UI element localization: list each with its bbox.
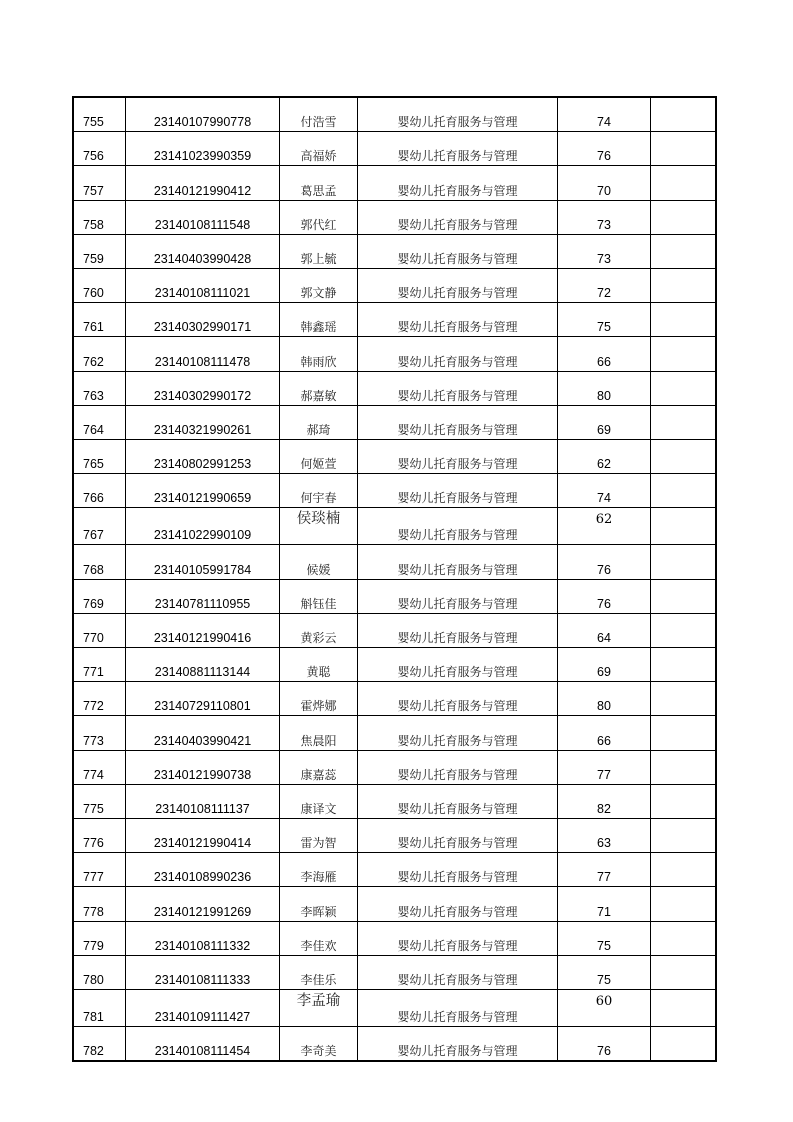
row-number-cell: 762 <box>73 337 126 371</box>
student-name-cell: 斛钰佳 <box>280 579 358 613</box>
student-name-cell: 李海雁 <box>280 853 358 887</box>
major-cell: 婴幼儿托育服务与管理 <box>358 200 558 234</box>
note-cell <box>651 750 717 784</box>
major-cell: 婴幼儿托育服务与管理 <box>358 648 558 682</box>
score-cell: 71 <box>558 887 651 921</box>
exam-id-cell: 23140107990778 <box>126 97 280 132</box>
table-row <box>73 166 716 200</box>
exam-id-cell: 23140121990414 <box>126 818 280 852</box>
score-table-body <box>73 97 716 1061</box>
row-number-cell: 772 <box>73 682 126 716</box>
major-cell: 婴幼儿托育服务与管理 <box>358 545 558 579</box>
student-name-cell: 韩雨欣 <box>280 337 358 371</box>
student-name-cell: 康嘉蕊 <box>280 750 358 784</box>
exam-id-cell: 23141023990359 <box>126 132 280 166</box>
score-cell: 82 <box>558 784 651 818</box>
table-row <box>73 716 716 750</box>
student-name-cell: 郝嘉敏 <box>280 371 358 405</box>
major-cell: 婴幼儿托育服务与管理 <box>358 97 558 132</box>
table-row <box>73 234 716 268</box>
student-name-cell: 黄彩云 <box>280 613 358 647</box>
table-row <box>73 545 716 579</box>
table-row <box>73 853 716 887</box>
row-number-cell: 768 <box>73 545 126 579</box>
major-cell: 婴幼儿托育服务与管理 <box>358 474 558 508</box>
note-cell <box>651 200 717 234</box>
score-cell: 75 <box>558 955 651 989</box>
row-number-cell: 767 <box>73 508 126 545</box>
row-number-cell: 771 <box>73 648 126 682</box>
student-name-cell: 郝琦 <box>280 405 358 439</box>
score-cell: 64 <box>558 613 651 647</box>
major-cell: 婴幼儿托育服务与管理 <box>358 166 558 200</box>
exam-id-cell: 23140108111021 <box>126 268 280 302</box>
note-cell <box>651 818 717 852</box>
table-row <box>73 371 716 405</box>
row-number-cell: 775 <box>73 784 126 818</box>
score-cell: 62 <box>558 508 651 545</box>
major-cell: 婴幼儿托育服务与管理 <box>358 853 558 887</box>
major-cell: 婴幼儿托育服务与管理 <box>358 1027 558 1062</box>
exam-id-cell: 23140802991253 <box>126 439 280 473</box>
student-name-cell: 康译文 <box>280 784 358 818</box>
major-cell: 婴幼儿托育服务与管理 <box>358 303 558 337</box>
row-number-cell: 777 <box>73 853 126 887</box>
note-cell <box>651 853 717 887</box>
exam-id-cell: 23140403990421 <box>126 716 280 750</box>
table-row <box>73 921 716 955</box>
score-cell: 76 <box>558 132 651 166</box>
row-number-cell: 766 <box>73 474 126 508</box>
note-cell <box>651 1027 717 1062</box>
score-cell: 80 <box>558 371 651 405</box>
exam-id-cell: 23141022990109 <box>126 508 280 545</box>
score-cell: 69 <box>558 405 651 439</box>
table-row <box>73 508 716 545</box>
row-number-cell: 763 <box>73 371 126 405</box>
student-name-cell: 李佳欢 <box>280 921 358 955</box>
exam-id-cell: 23140302990172 <box>126 371 280 405</box>
note-cell <box>651 682 717 716</box>
table-row <box>73 132 716 166</box>
exam-id-cell: 23140403990428 <box>126 234 280 268</box>
row-number-cell: 758 <box>73 200 126 234</box>
exam-id-cell: 23140121990738 <box>126 750 280 784</box>
major-cell: 婴幼儿托育服务与管理 <box>358 818 558 852</box>
row-number-cell: 770 <box>73 613 126 647</box>
row-number-cell: 779 <box>73 921 126 955</box>
major-cell: 婴幼儿托育服务与管理 <box>358 613 558 647</box>
table-row <box>73 784 716 818</box>
table-row <box>73 887 716 921</box>
score-cell: 73 <box>558 234 651 268</box>
score-cell: 76 <box>558 579 651 613</box>
major-cell: 婴幼儿托育服务与管理 <box>358 439 558 473</box>
note-cell <box>651 405 717 439</box>
exam-id-cell: 23140881113144 <box>126 648 280 682</box>
note-cell <box>651 508 717 545</box>
student-name-cell: 李佳乐 <box>280 955 358 989</box>
note-cell <box>651 97 717 132</box>
table-row <box>73 989 716 1026</box>
score-cell: 76 <box>558 1027 651 1062</box>
major-cell: 婴幼儿托育服务与管理 <box>358 750 558 784</box>
score-cell: 66 <box>558 337 651 371</box>
score-cell: 75 <box>558 921 651 955</box>
exam-id-cell: 23140108111478 <box>126 337 280 371</box>
student-name-cell: 雷为智 <box>280 818 358 852</box>
student-name-cell: 候媛 <box>280 545 358 579</box>
student-name-cell: 李晖颖 <box>280 887 358 921</box>
major-cell: 婴幼儿托育服务与管理 <box>358 887 558 921</box>
table-row <box>73 303 716 337</box>
student-name-cell: 郭上毓 <box>280 234 358 268</box>
exam-id-cell: 23140108990236 <box>126 853 280 887</box>
score-cell: 66 <box>558 716 651 750</box>
row-number-cell: 765 <box>73 439 126 473</box>
exam-id-cell: 23140121990659 <box>126 474 280 508</box>
note-cell <box>651 303 717 337</box>
major-cell: 婴幼儿托育服务与管理 <box>358 337 558 371</box>
major-cell: 婴幼儿托育服务与管理 <box>358 371 558 405</box>
note-cell <box>651 613 717 647</box>
note-cell <box>651 545 717 579</box>
row-number-cell: 774 <box>73 750 126 784</box>
note-cell <box>651 955 717 989</box>
exam-id-cell: 23140121990412 <box>126 166 280 200</box>
major-cell: 婴幼儿托育服务与管理 <box>358 508 558 545</box>
note-cell <box>651 887 717 921</box>
table-row <box>73 818 716 852</box>
student-name-cell: 韩鑫瑶 <box>280 303 358 337</box>
table-row <box>73 200 716 234</box>
exam-id-cell: 23140729110801 <box>126 682 280 716</box>
note-cell <box>651 784 717 818</box>
major-cell: 婴幼儿托育服务与管理 <box>358 989 558 1026</box>
exam-id-cell: 23140105991784 <box>126 545 280 579</box>
score-cell: 73 <box>558 200 651 234</box>
note-cell <box>651 166 717 200</box>
row-number-cell: 760 <box>73 268 126 302</box>
table-row <box>73 337 716 371</box>
major-cell: 婴幼儿托育服务与管理 <box>358 579 558 613</box>
note-cell <box>651 439 717 473</box>
table-row <box>73 750 716 784</box>
student-name-cell: 何姬萱 <box>280 439 358 473</box>
note-cell <box>651 648 717 682</box>
exam-id-cell: 23140109111427 <box>126 989 280 1026</box>
student-name-cell: 李孟瑜 <box>280 989 358 1026</box>
row-number-cell: 755 <box>73 97 126 132</box>
exam-id-cell: 23140121990416 <box>126 613 280 647</box>
major-cell: 婴幼儿托育服务与管理 <box>358 682 558 716</box>
score-cell: 72 <box>558 268 651 302</box>
row-number-cell: 759 <box>73 234 126 268</box>
student-name-cell: 葛思孟 <box>280 166 358 200</box>
student-name-cell: 侯琰楠 <box>280 508 358 545</box>
exam-id-cell: 23140108111454 <box>126 1027 280 1062</box>
table-row <box>73 682 716 716</box>
major-cell: 婴幼儿托育服务与管理 <box>358 784 558 818</box>
table-row <box>73 97 716 132</box>
exam-id-cell: 23140108111548 <box>126 200 280 234</box>
major-cell: 婴幼儿托育服务与管理 <box>358 132 558 166</box>
score-cell: 77 <box>558 750 651 784</box>
score-cell: 74 <box>558 97 651 132</box>
note-cell <box>651 268 717 302</box>
note-cell <box>651 579 717 613</box>
row-number-cell: 778 <box>73 887 126 921</box>
row-number-cell: 769 <box>73 579 126 613</box>
row-number-cell: 761 <box>73 303 126 337</box>
score-cell: 80 <box>558 682 651 716</box>
table-row <box>73 955 716 989</box>
note-cell <box>651 337 717 371</box>
score-cell: 70 <box>558 166 651 200</box>
score-cell: 62 <box>558 439 651 473</box>
note-cell <box>651 474 717 508</box>
table-row <box>73 579 716 613</box>
score-cell: 75 <box>558 303 651 337</box>
major-cell: 婴幼儿托育服务与管理 <box>358 405 558 439</box>
table-row <box>73 268 716 302</box>
student-name-cell: 郭代红 <box>280 200 358 234</box>
student-name-cell: 何宇春 <box>280 474 358 508</box>
note-cell <box>651 371 717 405</box>
student-name-cell: 李奇美 <box>280 1027 358 1062</box>
major-cell: 婴幼儿托育服务与管理 <box>358 268 558 302</box>
major-cell: 婴幼儿托育服务与管理 <box>358 921 558 955</box>
major-cell: 婴幼儿托育服务与管理 <box>358 234 558 268</box>
student-name-cell: 霍烨娜 <box>280 682 358 716</box>
score-cell: 69 <box>558 648 651 682</box>
exam-id-cell: 23140302990171 <box>126 303 280 337</box>
row-number-cell: 776 <box>73 818 126 852</box>
score-cell: 63 <box>558 818 651 852</box>
student-name-cell: 焦晨阳 <box>280 716 358 750</box>
student-name-cell: 高福娇 <box>280 132 358 166</box>
table-row <box>73 648 716 682</box>
major-cell: 婴幼儿托育服务与管理 <box>358 955 558 989</box>
note-cell <box>651 921 717 955</box>
student-name-cell: 郭文静 <box>280 268 358 302</box>
row-number-cell: 764 <box>73 405 126 439</box>
note-cell <box>651 989 717 1026</box>
row-number-cell: 780 <box>73 955 126 989</box>
score-cell: 74 <box>558 474 651 508</box>
score-cell: 77 <box>558 853 651 887</box>
note-cell <box>651 234 717 268</box>
row-number-cell: 782 <box>73 1027 126 1062</box>
exam-id-cell: 23140108111333 <box>126 955 280 989</box>
table-row <box>73 474 716 508</box>
table-row <box>73 405 716 439</box>
row-number-cell: 757 <box>73 166 126 200</box>
score-cell: 76 <box>558 545 651 579</box>
note-cell <box>651 716 717 750</box>
exam-id-cell: 23140781110955 <box>126 579 280 613</box>
exam-id-cell: 23140321990261 <box>126 405 280 439</box>
exam-id-cell: 23140108111332 <box>126 921 280 955</box>
major-cell: 婴幼儿托育服务与管理 <box>358 716 558 750</box>
score-cell: 60 <box>558 989 651 1026</box>
row-number-cell: 756 <box>73 132 126 166</box>
row-number-cell: 781 <box>73 989 126 1026</box>
exam-id-cell: 23140121991269 <box>126 887 280 921</box>
note-cell <box>651 132 717 166</box>
table-row <box>73 613 716 647</box>
table-row <box>73 439 716 473</box>
exam-id-cell: 23140108111137 <box>126 784 280 818</box>
score-table <box>72 96 717 1062</box>
table-row <box>73 1027 716 1062</box>
row-number-cell: 773 <box>73 716 126 750</box>
student-name-cell: 付浩雪 <box>280 97 358 132</box>
student-name-cell: 黄聪 <box>280 648 358 682</box>
